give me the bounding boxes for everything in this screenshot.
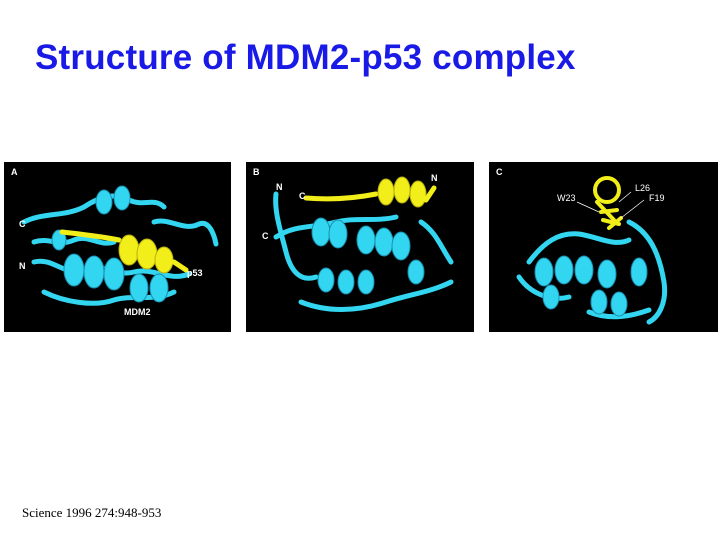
panel-a-n-terminus-label: N bbox=[19, 261, 26, 271]
panel-a-ribbon-model bbox=[4, 162, 231, 332]
panel-b-n-peptide-label: N bbox=[431, 173, 438, 183]
citation: Science 1996 274:948-953 bbox=[22, 505, 162, 520]
panel-c-w23-label: W23 bbox=[557, 193, 576, 203]
panel-c-ribbon-model bbox=[489, 162, 718, 332]
panel-c-pocket-view bbox=[489, 162, 718, 332]
panel-b-side-view bbox=[246, 162, 474, 332]
panel-c-letter: C bbox=[496, 167, 503, 177]
slide-title: Structure of MDM2-p53 complex bbox=[35, 38, 576, 77]
panel-c-f19-label: F19 bbox=[649, 193, 665, 203]
panel-c-l26-label: L26 bbox=[635, 183, 651, 193]
panel-b-c-peptide-label: C bbox=[299, 191, 306, 201]
panel-a-letter: A bbox=[11, 167, 18, 177]
panel-a-c-terminus-label: C bbox=[19, 219, 26, 229]
panel-a-mdm2-label: MDM2 bbox=[124, 307, 151, 317]
panel-b-letter: B bbox=[253, 167, 260, 177]
panel-a-mdm2-p53-structure bbox=[4, 162, 231, 332]
panel-b-c-terminus-label: C bbox=[262, 231, 269, 241]
panel-b-n-terminus-label: N bbox=[276, 182, 283, 192]
panel-a-p53-label: p53 bbox=[187, 268, 203, 278]
